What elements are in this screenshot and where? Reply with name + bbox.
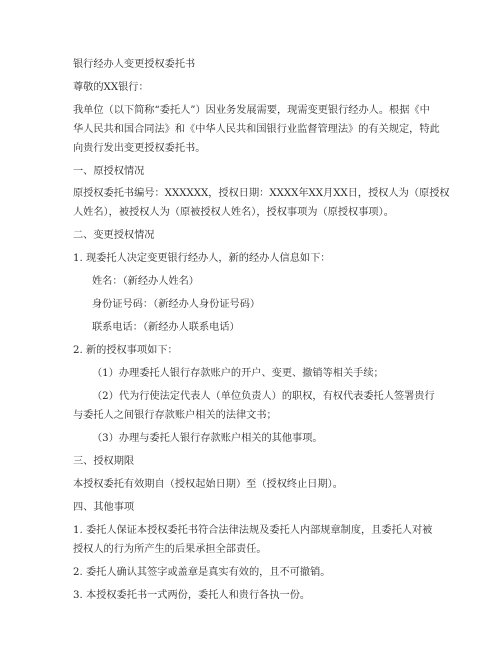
original-authorization-text: 原授权委托书编号：XXXXXX，授权日期：XXXX年XX月XX日，授权人为（原授权 [73, 188, 450, 199]
section-heading-change-authorization: 二、变更授权情况 [73, 230, 155, 241]
sub-list-item-continuation: 与委托人之间银行存款账户相关的法律文书； [73, 410, 277, 421]
intro-paragraph-line: 我单位（以下简称“委托人”）因业务发展需要，现需变更银行经办人。根据《中 [73, 105, 430, 116]
list-item: 1. 委托人保证本授权委托书符合法律法规及委托人内部规章制度，且委托人对被 [73, 525, 433, 536]
new-agent-name: 姓名：（新经办人姓名） [92, 276, 199, 287]
list-item: 1. 现委托人决定变更银行经办人，新的经办人信息如下： [73, 253, 331, 264]
list-item: 3. 本授权委托书一式两份，委托人和贵行各执一份。 [73, 590, 311, 601]
list-item: 2. 新的授权事项如下： [73, 345, 178, 356]
section-heading-authorization-period: 三、授权期限 [73, 456, 135, 467]
sub-list-item: （3）办理与委托人银行存款账户相关的其他事项。 [92, 433, 323, 444]
sub-list-item: （2）代为行使法定代表人（单位负责人）的职权，有权代表委托人签署贵行 [92, 391, 435, 402]
document-title: 银行经办人变更授权委托书 [73, 59, 196, 70]
sub-list-item: （1）办理委托人银行存款账户的开户、变更、撤销等相关手续； [92, 368, 384, 379]
intro-paragraph-line: 华人民共和国合同法》和《中华人民共和国银行业监督管理法》的有关规定，特此 [73, 124, 440, 135]
section-heading-other-matters: 四、其他事项 [73, 502, 135, 513]
authorization-period-text: 本授权委托有效期自（授权起始日期）至（授权终止日期）。 [73, 479, 343, 490]
list-item: 2. 委托人确认其签字或盖章是真实有效的，且不可撤销。 [73, 567, 331, 578]
original-authorization-text: 人姓名），被授权人为（原被授权人姓名），授权事项为（原授权事项）。 [73, 207, 394, 218]
section-heading-original-authorization: 一、原授权情况 [73, 166, 145, 177]
list-item-continuation: 授权人的行为所产生的后果承担全部责任。 [73, 544, 267, 555]
new-agent-id-number: 身份证号码：（新经办人身份证号码） [92, 299, 261, 310]
intro-paragraph-line: 向贵行发出变更授权委托书。 [73, 143, 206, 154]
new-agent-phone: 联系电话：（新经办人联系电话） [92, 322, 240, 333]
salutation: 尊敬的XX银行： [73, 82, 149, 93]
